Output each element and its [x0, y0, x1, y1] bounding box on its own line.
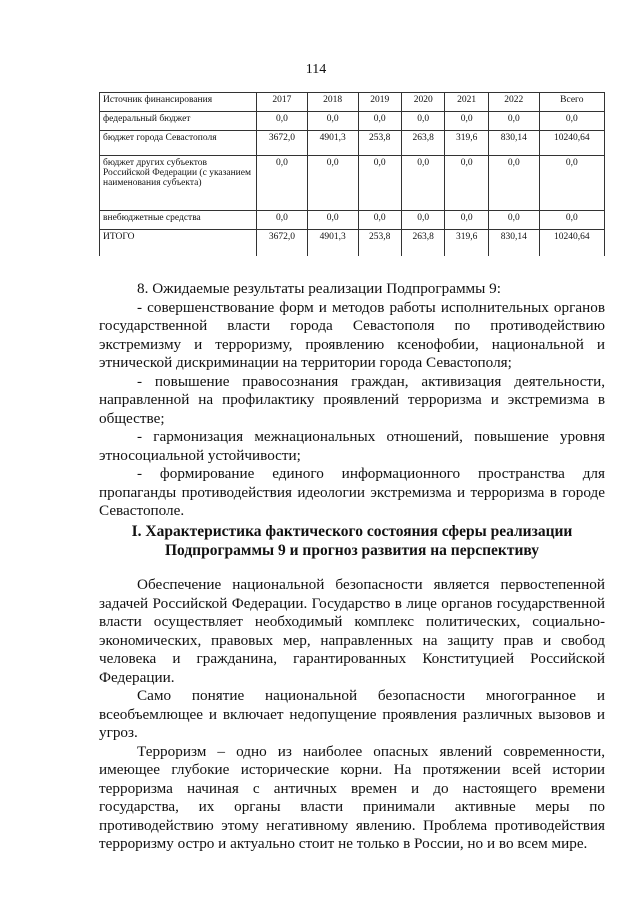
- section-8-item: - совершенствование форм и методов работы исполнительных органов государственной власти города Севастополя по противодействию экстремизму и терроризму, проявлению ксенофобии, национальной и этнической дискриминации на территории города Севастополя;: [99, 298, 605, 371]
- table-cell: 253,8: [358, 230, 401, 257]
- table-row: [100, 211, 605, 230]
- paragraph: Обеспечение национальной безопасности является первостепенной задачей Российской Федерации. Государство в лице органов государственной власти осуществляет необходимый комплекс политических, социально-экономических, правовых мер, направленных на защиту прав и свобод человека и гражданина, гарантированных Конституцией Российской Федерации.: [99, 576, 605, 686]
- section-8-item: - повышение правосознания граждан, активизация деятельности, направленной на профилактику проявлений терроризма и экстремизма в обществе;: [99, 372, 605, 427]
- table-cell: 3672,0: [257, 131, 308, 156]
- table-cell: 4901,3: [307, 131, 358, 156]
- table-row-total: [100, 230, 605, 257]
- table-cell: 0,0: [307, 156, 358, 211]
- table-header-cell: 2022: [488, 93, 539, 112]
- table-cell: 0,0: [307, 211, 358, 230]
- table-cell: 0,0: [401, 156, 444, 211]
- table-cell: 0,0: [257, 112, 308, 131]
- table-cell: 0,0: [401, 112, 444, 131]
- table-cell: 0,0: [307, 112, 358, 131]
- table-cell: 830,14: [488, 230, 539, 257]
- paragraph: Терроризм – одно из наиболее опасных явлений современности, имеющее глубокие исторические корни. На протяжении всей истории терроризма начиная с античных времен и до настоящего времени государства, их органы власти принимали активные меры по противодействию этому негативному явлению. Проблема противодействия терроризму остро и актуально стоит не только в России, но и во всем мире.: [99, 742, 605, 852]
- table-cell: 830,14: [488, 131, 539, 156]
- table-row: [100, 131, 605, 156]
- table-cell: 0,0: [539, 211, 604, 230]
- table-header-row: [100, 93, 605, 112]
- table-cell: 0,0: [445, 156, 488, 211]
- section-body: [99, 576, 605, 854]
- table-row: [100, 156, 605, 211]
- table-cell: бюджет других субъектов Российской Федерации (с указанием наименования субъекта): [100, 156, 257, 211]
- table-cell: 319,6: [445, 131, 488, 156]
- table-cell: 3672,0: [257, 230, 308, 257]
- financing-table: [99, 92, 605, 256]
- table-cell: 0,0: [257, 156, 308, 211]
- table-cell: 0,0: [257, 211, 308, 230]
- table-header-cell: 2020: [401, 93, 444, 112]
- table-cell: федеральный бюджет: [100, 112, 257, 131]
- table-cell: 10240,64: [539, 131, 604, 156]
- table-header-cell: 2017: [257, 93, 308, 112]
- table-cell: 4901,3: [307, 230, 358, 257]
- section-8-item: - гармонизация межнациональных отношений, повышение уровня этносоциальной устойчивости;: [99, 428, 605, 464]
- table-cell: 263,8: [401, 230, 444, 257]
- table-cell: ИТОГО: [100, 230, 257, 257]
- section-8-title: 8. Ожидаемые результаты реализации Подпрограммы 9:: [137, 280, 501, 297]
- table-cell: 0,0: [445, 211, 488, 230]
- page-number: 114: [305, 62, 327, 77]
- table-cell: внебюджетные средства: [100, 211, 257, 230]
- table-cell: 10240,64: [539, 230, 604, 257]
- table-cell: 0,0: [539, 156, 604, 211]
- table-cell: 319,6: [445, 230, 488, 257]
- table-cell: 0,0: [445, 112, 488, 131]
- table-cell: 0,0: [358, 211, 401, 230]
- table-cell: 0,0: [488, 112, 539, 131]
- table-cell: 253,8: [358, 131, 401, 156]
- table-cell: 0,0: [358, 112, 401, 131]
- table-header-cell: Источник финансирования: [100, 93, 257, 112]
- table-header-cell: Всего: [539, 93, 604, 112]
- section-heading-line: Подпрограммы 9 и прогноз развития на перспективу: [164, 541, 539, 559]
- table-row: [100, 112, 605, 131]
- table-header-cell: 2019: [358, 93, 401, 112]
- section-8-item: - формирование единого информационного пространства для пропаганды противодействия идеологии экстремизма и терроризма в городе Севастополе.: [99, 465, 605, 519]
- table-cell: 263,8: [401, 131, 444, 156]
- table-header-cell: 2018: [307, 93, 358, 112]
- section-8: [99, 280, 605, 521]
- table-cell: 0,0: [358, 156, 401, 211]
- table-cell: 0,0: [488, 211, 539, 230]
- table-cell: бюджет города Севастополя: [100, 131, 257, 156]
- section-heading-line: I. Характеристика фактического состояния сферы реализации: [131, 523, 573, 540]
- table-cell: 0,0: [488, 156, 539, 211]
- table-cell: 0,0: [539, 112, 604, 131]
- paragraph: Само понятие национальной безопасности многогранное и всеобъемлющее и включает недопущение проявления различных вызовов и угроз.: [99, 687, 605, 741]
- section-heading: [99, 523, 605, 560]
- table-cell: 0,0: [401, 211, 444, 230]
- table-header-cell: 2021: [445, 93, 488, 112]
